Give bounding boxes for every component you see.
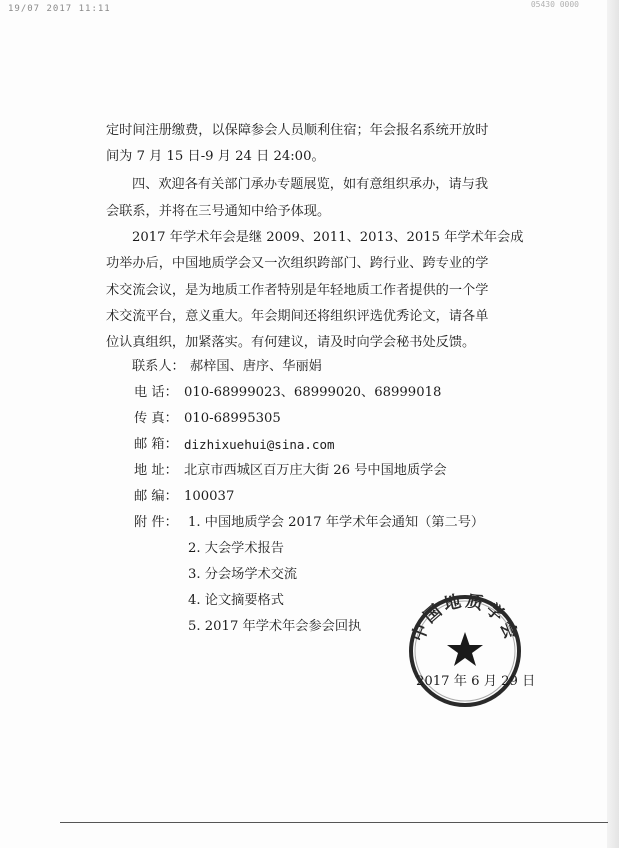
contact-phone-value: 010-68999023、68999020、68999018	[184, 385, 442, 400]
contact-address-value: 北京市西城区百万庄大街 26 号中国地质学会	[184, 463, 447, 478]
fax-corner-code: 05430 0000	[530, 0, 579, 9]
body-line-3: 四、欢迎各有关部门承办专题展览，如有意组织承办，请与我	[132, 177, 489, 192]
contact-fax-label: 传 真：	[134, 411, 178, 426]
seal-text: 中国地质学会	[408, 592, 522, 645]
contact-email-value: dizhixuehui@sina.com	[184, 437, 335, 452]
official-seal-icon	[406, 592, 524, 710]
body-line-1: 定时间注册缴费，以保障参会人员顺利住宿；年会报名系统开放时	[106, 123, 489, 138]
document-date: 2017 年 6 月 29 日	[416, 674, 536, 689]
body-line-5: 2017 年学术年会是继 2009、2011、2013、2015 年学术年会成	[132, 230, 524, 245]
bottom-rule	[60, 822, 608, 823]
body-line-8: 术交流平台，意义重大。年会期间还将组织评选优秀论文，请各单	[106, 309, 489, 324]
contact-zip-label: 邮 编：	[134, 489, 178, 504]
attachment-item-5: 5. 2017 年学术年会参会回执	[188, 619, 362, 634]
attachment-item-2: 2. 大会学术报告	[188, 541, 284, 556]
contact-zip-value: 100037	[184, 489, 235, 504]
body-line-7: 术交流会议，是为地质工作者特别是年轻地质工作者提供的一个学	[106, 283, 489, 298]
attachments-label: 附 件：	[134, 515, 178, 530]
contact-people-label: 联系人：	[132, 359, 185, 374]
contact-address-label: 地 址：	[134, 463, 178, 478]
body-line-4: 会联系，并将在三号通知中给予体现。	[106, 204, 331, 219]
fax-timestamp: 19/07 2017 11:11	[8, 4, 111, 14]
contact-fax-value: 010-68995305	[184, 411, 281, 426]
contact-people-value: 郝梓国、唐序、华丽娟	[190, 359, 322, 374]
attachment-item-1: 1. 中国地质学会 2017 年学术年会通知（第二号）	[188, 515, 485, 530]
attachment-item-3: 3. 分会场学术交流	[188, 567, 298, 582]
body-line-9: 位认真组织，加紧落实。有何建议，请及时向学会秘书处反馈。	[106, 335, 476, 350]
attachment-item-4: 4. 论文摘要格式	[188, 593, 284, 608]
contact-phone-label: 电 话：	[134, 385, 178, 400]
body-line-2: 间为 7 月 15 日-9 月 24 日 24:00。	[106, 149, 325, 164]
page-edge-shadow	[607, 0, 619, 848]
body-line-6: 功举办后，中国地质学会又一次组织跨部门、跨行业、跨专业的学	[106, 256, 489, 271]
contact-email-label: 邮 箱：	[134, 437, 178, 452]
